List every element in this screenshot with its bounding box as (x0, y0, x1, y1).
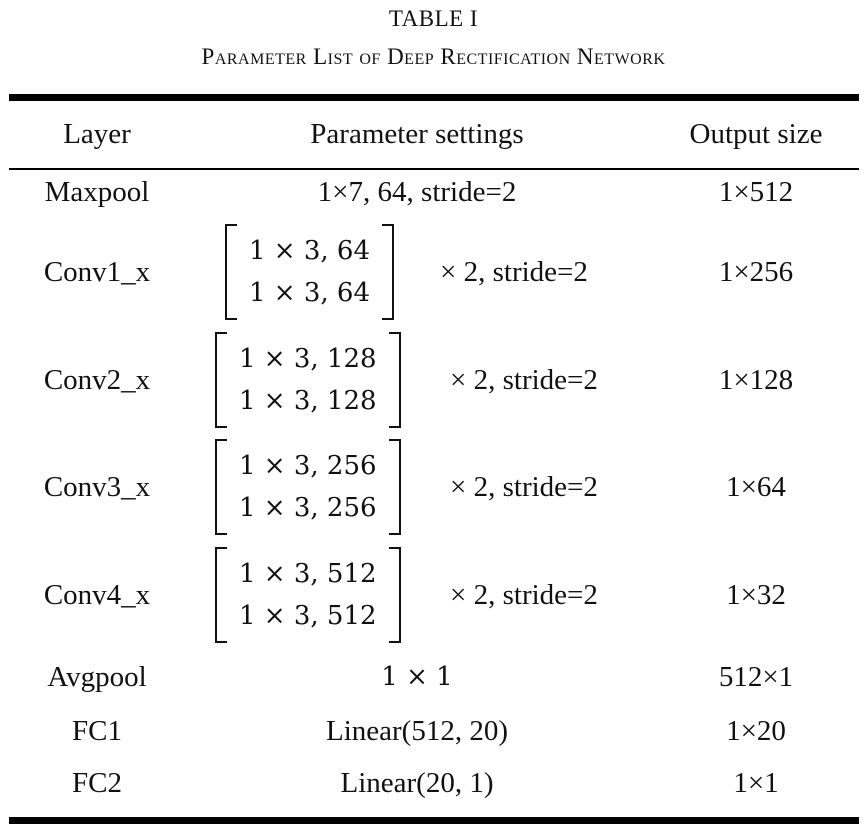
cell-params-avgpool: 1 × 1 (381, 662, 453, 692)
cell-output-conv2: 1×128 (718, 364, 794, 396)
header-output-size: Output size (689, 118, 823, 150)
cell-output-fc2: 1×1 (733, 767, 779, 799)
suffix-conv3: × 2, stride=2 (450, 471, 598, 503)
right-bracket (389, 332, 401, 428)
cell-layer-fc2: FC2 (72, 767, 122, 799)
top-rule (9, 94, 859, 101)
cell-output-fc1: 1×20 (726, 715, 786, 747)
matrix-conv4 (215, 547, 401, 643)
cell-params-fc2: Linear(20, 1) (340, 767, 494, 799)
suffix-conv1: × 2, stride=2 (440, 256, 588, 288)
matrix-row-top: 1 × 3, 256 (239, 451, 377, 481)
right-bracket (382, 224, 394, 320)
left-bracket (215, 332, 227, 428)
right-bracket (389, 547, 401, 643)
matrix-row-bottom: 1 × 3, 512 (239, 601, 377, 631)
cell-layer-conv4: Conv4_x (43, 579, 151, 611)
matrix-conv2 (215, 332, 401, 428)
suffix-conv4: × 2, stride=2 (450, 579, 598, 611)
matrix-row-top: 1 × 3, 64 (249, 236, 371, 266)
left-bracket (215, 439, 227, 535)
header-parameter-settings: Parameter settings (310, 118, 524, 150)
matrix-row-bottom: 1 × 3, 64 (249, 278, 371, 308)
matrix-row-bottom: 1 × 3, 256 (239, 493, 377, 523)
matrix-row-top: 1 × 3, 128 (239, 344, 377, 374)
cell-layer-fc1: FC1 (72, 715, 122, 747)
right-bracket (389, 439, 401, 535)
cell-layer-maxpool: Maxpool (44, 176, 150, 208)
cell-layer-conv2: Conv2_x (43, 364, 151, 396)
bottom-rule (9, 817, 859, 824)
cell-layer-conv3: Conv3_x (43, 471, 151, 503)
matrix-row-top: 1 × 3, 512 (239, 559, 377, 589)
cell-output-conv3: 1×64 (726, 471, 786, 503)
cell-output-conv4: 1×32 (726, 579, 786, 611)
suffix-conv2: × 2, stride=2 (450, 364, 598, 396)
left-bracket (215, 547, 227, 643)
cell-params-fc1: Linear(512, 20) (326, 715, 508, 747)
cell-output-conv1: 1×256 (718, 256, 794, 288)
cell-layer-avgpool: Avgpool (47, 661, 147, 693)
left-bracket (225, 224, 237, 320)
header-rule (9, 168, 859, 170)
cell-layer-conv1: Conv1_x (43, 256, 151, 288)
cell-params-maxpool: 1×7, 64, stride=2 (317, 176, 517, 208)
table-number: TABLE I (388, 6, 479, 31)
matrix-conv1 (225, 224, 394, 320)
cell-output-avgpool: 512×1 (718, 661, 794, 693)
matrix-row-bottom: 1 × 3, 128 (239, 386, 377, 416)
cell-output-maxpool: 1×512 (718, 176, 794, 208)
header-layer: Layer (63, 118, 131, 150)
matrix-conv3 (215, 439, 401, 535)
table-title: Parameter List of Deep Rectification Network (201, 44, 666, 69)
